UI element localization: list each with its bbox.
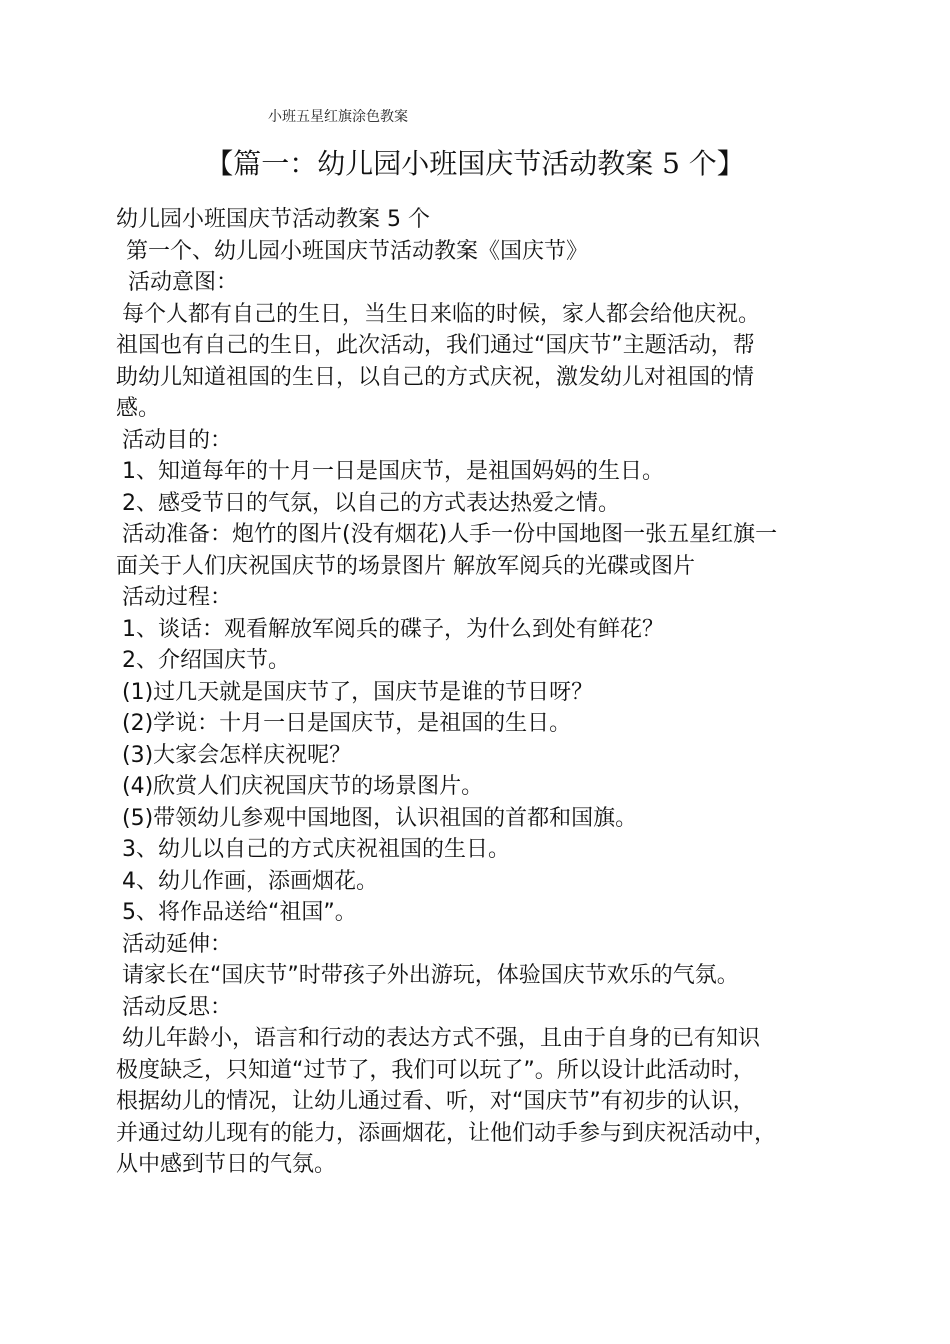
list-item: 3、幼儿以自己的方式庆祝祖国的生日。	[122, 837, 510, 862]
paragraph-line: 幼儿年龄小，语言和行动的表达方式不强，且由于自身的已有知识	[122, 1026, 761, 1051]
paragraph-line: 每个人都有自己的生日，当生日来临的时候，家人都会给他庆祝。	[122, 301, 761, 327]
paragraph-line: 根据幼儿的情况，让幼儿通过看、听，对“国庆节”有初步的认识，	[116, 1089, 755, 1114]
document-title: 【篇一：幼儿园小班国庆节活动教案 5 个】	[205, 147, 745, 180]
heading-intent: 活动意图：	[128, 270, 239, 295]
section-heading: 第一个、幼儿园小班国庆节活动教案《国庆节》	[126, 238, 589, 264]
paragraph-line: 祖国也有自己的生日，此次活动，我们通过“国庆节”主题活动，帮	[116, 333, 755, 358]
heading-reflection: 活动反思：	[122, 994, 233, 1020]
list-item: 2、感受节日的气氛，以自己的方式表达热爱之情。	[122, 490, 620, 516]
paragraph-line: 极度缺乏，只知道“过节了，我们可以玩了”。所以设计此活动时，	[116, 1057, 755, 1083]
heading-process: 活动过程：	[122, 585, 233, 610]
paragraph-line: 活动准备：炮竹的图片(没有烟花)人手一份中国地图一张五星红旗一	[122, 522, 778, 547]
subtitle: 幼儿园小班国庆节活动教案 5 个	[116, 207, 430, 232]
list-item: 1、谈话：观看解放军阅兵的碟子，为什么到处有鲜花？	[122, 616, 664, 642]
document-body	[116, 204, 841, 1181]
list-item: (4)欣赏人们庆祝国庆节的场景图片。	[122, 774, 484, 799]
paragraph-line: 从中感到节日的气氛。	[116, 1152, 337, 1177]
heading-extension: 活动延伸：	[122, 931, 233, 957]
paragraph-line: 面关于人们庆祝国庆节的场景图片 解放军阅兵的光碟或图片	[116, 553, 695, 579]
list-item: (2)学说：十月一日是国庆节，是祖国的生日。	[122, 711, 572, 736]
page-header: 小班五星红旗涂色教案	[268, 109, 408, 125]
list-item: 1、知道每年的十月一日是国庆节，是祖国妈妈的生日。	[122, 459, 664, 484]
list-item: 5、将作品送给“祖国”。	[122, 900, 357, 925]
paragraph-line: 感。	[116, 396, 161, 421]
list-item: (5)带领幼儿参观中国地图，认识祖国的首都和国旗。	[122, 805, 638, 831]
paragraph-line: 并通过幼儿现有的能力，添画烟花，让他们动手参与到庆祝活动中，	[116, 1120, 777, 1146]
list-item: 2、介绍国庆节。	[122, 648, 290, 673]
paragraph-line: 助幼儿知道祖国的生日，以自己的方式庆祝，激发幼儿对祖国的情	[116, 364, 755, 390]
heading-goals: 活动目的：	[122, 427, 233, 453]
list-item: (1)过几天就是国庆节了，国庆节是谁的节日呀？	[122, 679, 594, 705]
list-item: 4、幼儿作画，添画烟花。	[122, 868, 378, 894]
paragraph-line: 请家长在“国庆节”时带孩子外出游玩，体验国庆节欢乐的气氛。	[122, 963, 739, 988]
list-item: (3)大家会怎样庆祝呢？	[122, 742, 352, 768]
